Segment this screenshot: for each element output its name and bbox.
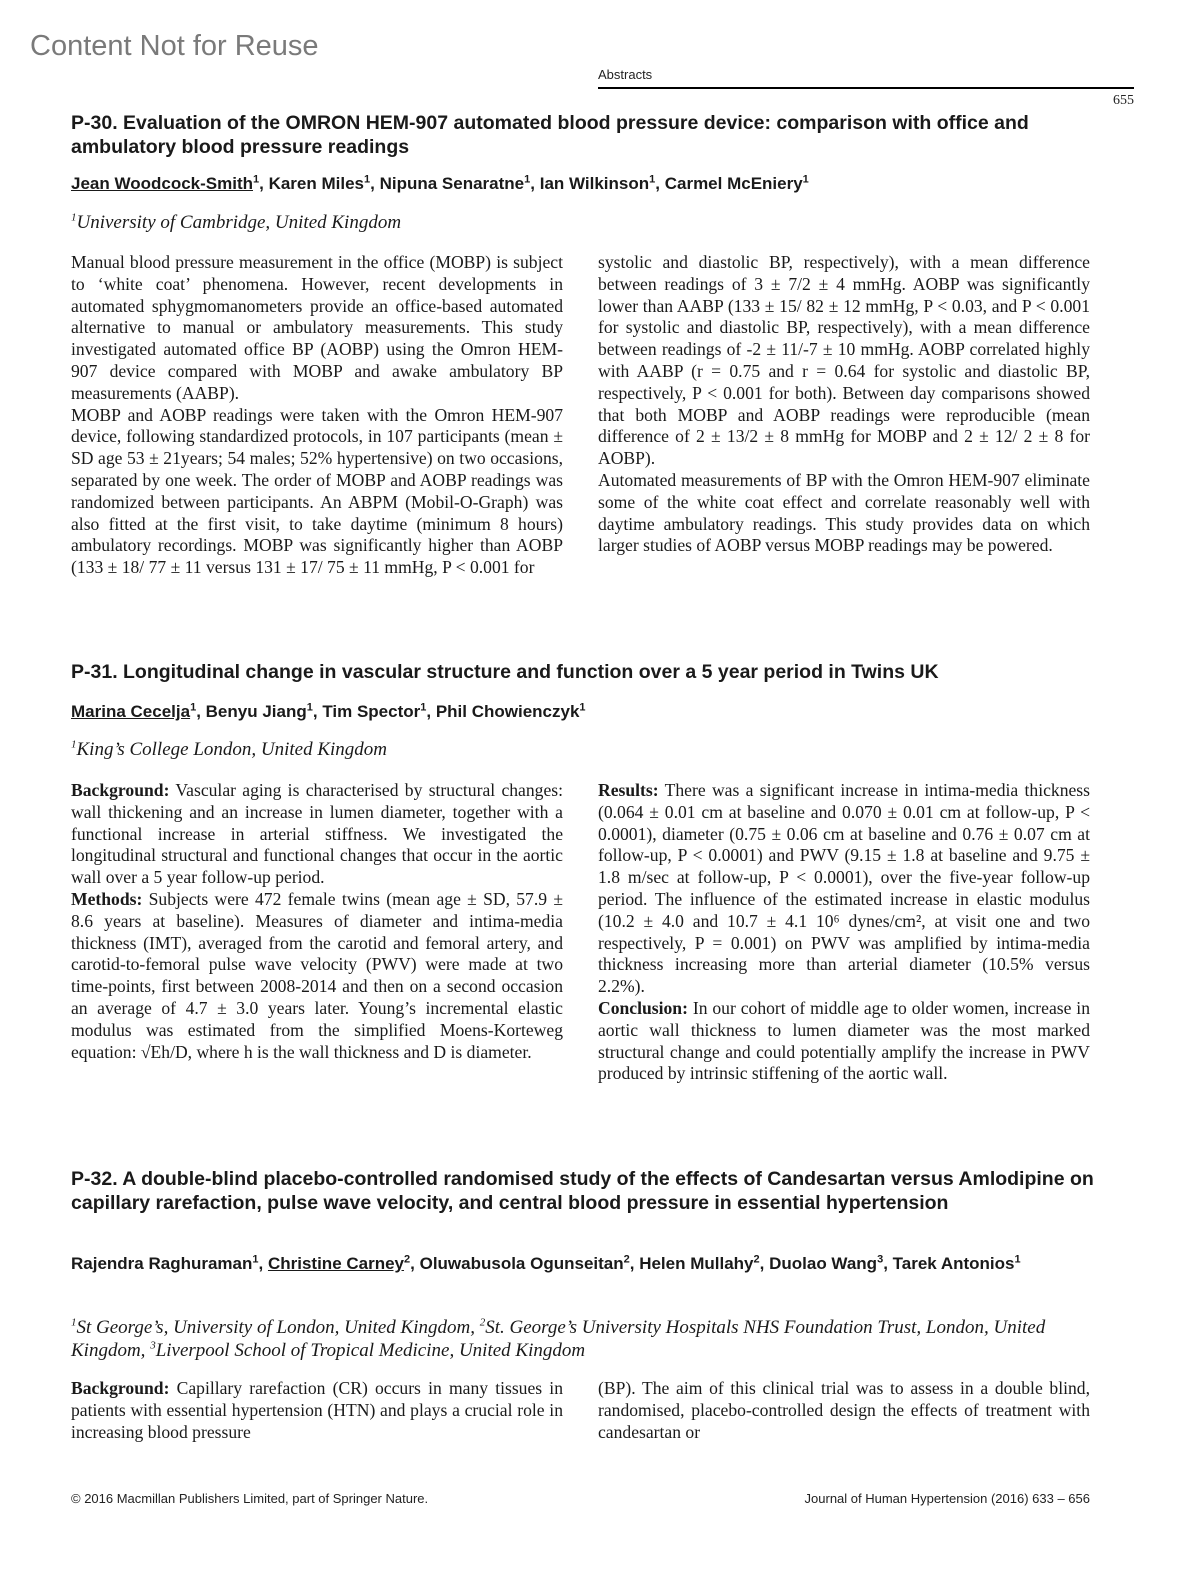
author-affil-mark: 3 [877, 1253, 884, 1266]
paragraph: Background: Vascular aging is characterised by structural changes: wall thickening and an increase in lumen diameter, together with a functional increase in arterial stiffness. We investigated the longitudinal structural and functional changes that occur in the aortic wall over a 5 year follow-up period. [71, 780, 563, 888]
section-label: Conclusion: [598, 997, 688, 1018]
abstract-p32-left-column [71, 1378, 563, 1443]
author-affil-mark: 1 [579, 701, 586, 714]
author-affil-mark: 2 [404, 1253, 411, 1266]
running-head: Abstracts [598, 67, 653, 82]
footer-copyright: © 2016 Macmillan Publishers Limited, part of Springer Nature. [71, 1491, 429, 1506]
author-name: Karen Miles [268, 174, 365, 193]
paragraph: Conclusion: In our cohort of middle age to older women, increase in aortic wall thickness to lumen diameter was the most marked structural change and could potentially amplify the increase in PWV produced by intrinsic stiffening of the aortic wall. [598, 997, 1090, 1084]
abstract-p32-right-column [598, 1378, 1090, 1443]
author-name: Rajendra Raghuraman [71, 1254, 253, 1273]
abstract-title-p32: P-32. A double-blind placebo-controlled randomised study of the effects of Candesartan versus Amlodipine on capillary rarefaction, pulse wave velocity, and central blood pressure in essential hypertension [71, 1168, 1094, 1214]
author-affil-mark: 1 [1014, 1253, 1021, 1266]
paragraph: Methods: Subjects were 472 female twins (mean age ± SD, 57.9 ± 8.6 years at baseline). Measures of diameter and intima-media thickness (IMT), averaged from the carotid and femoral artery, and carotid-to-femoral pulse wave velocity (PWV) were made at two time-points, first between 2008-2014 and then on a second occasion an average of 4.7 ± 3.0 years later. Young’s incremental elastic modulus was estimated from the simplified Moens-Korteweg equation: √Eh/D, where h is the wall thickness and D is diameter. [71, 888, 563, 1062]
author-name: Phil Chowienczyk [435, 702, 580, 721]
abstract-title-p31: P-31. Longitudinal change in vascular structure and function over a 5 year period in Twins UK [71, 661, 939, 683]
header-rule [598, 87, 1134, 89]
affiliation-p32: $^1$St George’s, University of London, United Kingdom, $^2$St. George’s University Hospitals NHS Foundation Trust, London, United Kingdom, $^3$Liverpool School of Tropical Medicine, United Kingdom [71, 1316, 1046, 1361]
abstract-p30-right-column [598, 252, 1090, 557]
author-affil-mark: 1 [420, 701, 427, 714]
paragraph: Manual blood pressure measurement in the office (MOBP) is subject to ‘white coat’ phenomena. However, recent developments in automated sphygmomanometers provide an office-based automated alternative to manual or ambulatory measurements. This study investigated automated office BP (AOBP) using the Omron HEM-907 device compared with MOBP and awake ambulatory BP measurements (AABP). [71, 252, 563, 403]
abstract-p31-left-column [71, 780, 563, 1063]
author-affil-mark: 1 [364, 173, 371, 186]
paragraph: Background: Capillary rarefaction (CR) occurs in many tissues in patients with essential hypertension (HTN) and plays a crucial role in increasing blood pressure [71, 1378, 563, 1442]
author-list-p31: Marina Cecelja$^1$, Benyu Jiang$^1$, Tim Spector$^1$, Phil Chowienczyk$^1$ [71, 701, 586, 721]
author-name: Duolao Wang [769, 1254, 878, 1273]
affiliation-p31: $^1$King’s College London, United Kingdom [71, 738, 388, 760]
author-name: Oluwabusola Ogunseitan [419, 1254, 624, 1273]
page-number: 655 [1113, 93, 1134, 108]
affiliation-p30: $^1$University of Cambridge, United Kingdom [71, 211, 402, 233]
author-list-p32: Rajendra Raghuraman$^1$, Christine Carney$^2$, Oluwabusola Ogunseitan$^2$, Helen Mullahy$^2$, Duolao Wang$^3$, Tarek Antonios$^1$ [71, 1253, 1021, 1273]
paragraph: Results: There was a significant increase in intima-media thickness (0.064 ± 0.01 cm at baseline and 0.070 ± 0.01 cm at follow-up, P < 0.0001), diameter (0.75 ± 0.06 cm at baseline and 0.76 ± 0.07 cm at follow-up, P < 0.0001) and PWV (9.15 ± 1.8 at baseline and 9.75 ± 1.8 m/sec at follow-up, P < 0.0001), over the five-year follow-up period. The influence of the estimated increase in elastic modulus (10.2 ± 4.0 and 10.7 ± 4.1 10⁶ dynes/cm², at visit one and two respectively, P = 0.001) on PWV was amplified by intima-media thickness increasing more than arterial diameter (10.5% versus 2.2%). [598, 780, 1090, 997]
author-affil-mark: 1 [253, 173, 260, 186]
author-affil-mark: 1 [190, 701, 197, 714]
abstract-p30-left-column [71, 252, 563, 579]
author-name: Nipuna Senaratne [379, 174, 525, 193]
author-affil-mark: 1 [802, 173, 809, 186]
paragraph: systolic and diastolic BP, respectively), with a mean difference between readings of 3 ± 7/2 ± 4 mmHg. AOBP was significantly lower than AABP (133 ± 15/ 82 ± 12 mmHg, P < 0.03, and P < 0.001 for systolic and diastolic BP, respectively), with a mean difference between readings of -2 ± 11/-7 ± 10 mmHg. AOBP correlated highly with AABP (r = 0.75 and r = 0.64 for systolic and diastolic BP, respectively, P < 0.001 for both). Between day comparisons showed that both MOBP and AOBP readings were reproducible (mean difference of 2 ± 13/2 ± 8 mmHg for MOBP and 2 ± 12/ 2 ± 8 for AOBP). [598, 252, 1090, 469]
footer-journal-citation: Journal of Human Hypertension (2016) 633 – 656 [804, 1491, 1090, 1506]
section-label: Results: [598, 780, 659, 800]
author-name: Benyu Jiang [205, 702, 307, 721]
author-affil-mark: 2 [623, 1253, 630, 1266]
author-affil-mark: 2 [753, 1253, 760, 1266]
author-name: Carmel McEniery [664, 174, 803, 193]
author-name: Helen Mullahy [639, 1254, 754, 1273]
author-name: Christine Carney [267, 1254, 405, 1273]
abstract-p31-right-column [598, 780, 1090, 1085]
paragraph: MOBP and AOBP readings were taken with the Omron HEM-907 device, following standardized protocols, in 107 participants (mean ± SD age 53 ± 21years; 54 males; 52% hypertensive) on two occasions, separated by one week. The order of MOBP and AOBP readings was randomized between participants. An ABPM (Mobil-O-Graph) was also fitted at the first visit, to take daytime (minimum 8 hours) ambulatory recordings. MOBP was significantly higher than AOBP (133 ± 18/ 77 ± 11 versus 131 ± 17/ 75 ± 11 mmHg, P < 0.001 for [71, 404, 563, 578]
author-name: Tim Spector [322, 702, 421, 721]
abstract-title-p30: P-30. Evaluation of the OMRON HEM-907 automated blood pressure device: comparison with office and ambulatory blood pressure readings [71, 112, 1029, 158]
watermark: Content Not for Reuse [30, 30, 319, 62]
paragraph: Automated measurements of BP with the Omron HEM-907 eliminate some of the white coat effect and correlate reasonably well with daytime ambulatory readings. This study provides data on which larger studies of AOBP versus MOBP readings may be powered. [598, 469, 1090, 556]
author-affil-mark: 1 [252, 1253, 259, 1266]
author-affil-mark: 1 [524, 173, 531, 186]
author-affil-mark: 1 [306, 701, 313, 714]
author-name: Jean Woodcock-Smith [71, 174, 253, 193]
paragraph: (BP). The aim of this clinical trial was to assess in a double blind, randomised, placebo-controlled design the effects of treatment with candesartan or [598, 1378, 1090, 1442]
section-label: Background: [71, 1378, 170, 1398]
author-list-p30: Jean Woodcock-Smith$^1$, Karen Miles$^1$, Nipuna Senaratne$^1$, Ian Wilkinson$^1$, Carmel McEniery$^1$ [71, 173, 809, 193]
section-label: Background: [71, 780, 170, 800]
author-name: Tarek Antonios [892, 1254, 1015, 1273]
author-name: Ian Wilkinson [539, 174, 650, 193]
section-label: Methods: [71, 888, 143, 909]
author-name: Marina Cecelja [71, 702, 191, 721]
author-affil-mark: 1 [649, 173, 656, 186]
